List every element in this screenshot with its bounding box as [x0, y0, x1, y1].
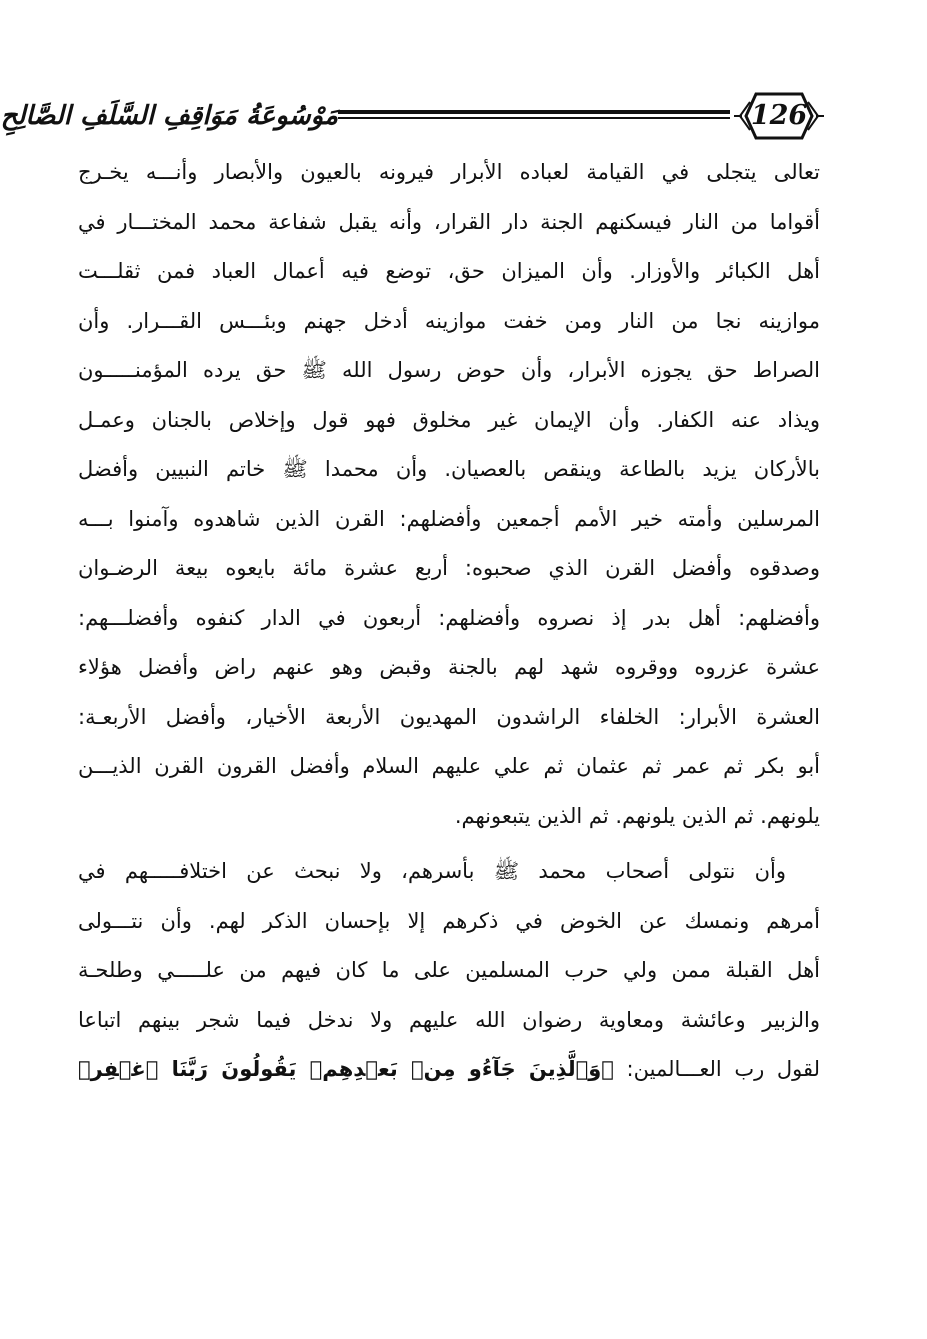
- text-line: والزبير وعائشة ومعاوية رضوان الله عليهم ولا ندخل فيما شجر بينهم اتباعا: [78, 1007, 820, 1032]
- header-rule-thick: [338, 110, 730, 114]
- text-line: بالأركان يزيد بالطاعة وينقص بالعصيان. وأن محمدا ﷺ خاتم النبيين وأفضل: [78, 457, 820, 481]
- text-line: أهل الكبائر والأوزار. وأن الميزان حق، توضع فيه أعمال العباد فمن ثقلـــت: [78, 259, 820, 283]
- text-line: أقواما من النار فيسكنهم الجنة دار القرار، وأنه يقبل شفاعة محمد المختـــار في: [78, 209, 820, 234]
- text-line: أمرهم ونمسك عن الخوض في ذكرهم إلا بإحسان الذكر لهم. وأن نتـــولى: [78, 908, 820, 933]
- page-number: 126: [750, 100, 808, 131]
- text-line: العشرة الأبرار: الخلفاء الراشدون المهديون الأربعة الأخيار، وأفضل الأربعـة:: [78, 704, 820, 729]
- page-number-badge: [734, 88, 824, 144]
- quran-verse: ﴿وَٱلَّذِينَ جَآءُو مِنۢ بَعۡدِهِمۡ يَقُولُونَ رَبَّنَا ٱغۡفِرۡ: [78, 1057, 614, 1081]
- text-span: لقول رب العـــالمين:: [613, 1057, 820, 1081]
- book-title: مَوْسُوعَةُ مَوَاقِفِ السَّلَفِ الصَّالِحِ: [0, 101, 338, 131]
- text-line: ويذاد عنه الكفار. وأن الإيمان غير مخلوق فهو قول وإخلاص بالجنان وعمـل: [78, 407, 820, 432]
- text-line: أبو بكر ثم عمر ثم عثمان ثم علي عليهم السلام وأفضل القرون القرن الذيـــن: [78, 754, 820, 778]
- text-line: الصراط حق يجوزه الأبرار، وأن حوض رسول الله ﷺ حق يرده المؤمنـــــون: [78, 358, 820, 382]
- text-line: وصدقوه وأفضل القرن الذي صحبوه: أربع عشرة مائة بايعوه بيعة الرضـوان: [78, 556, 820, 580]
- text-line-with-quran-verse: [78, 1045, 820, 1095]
- text-line: عشرة عزروه ووقروه شهد لهم بالجنة وقبض وهو عنهم راض وأفضل هؤلاء: [78, 655, 820, 679]
- header-rule-thin: [338, 117, 730, 119]
- page-body: [78, 148, 820, 1095]
- paragraph-1: [78, 148, 820, 841]
- text-line: وأفضلهم: أهل بدر إذ نصروه وأفضلهم: أربعون في الدار كنفوه وأفضلـــهم:: [78, 605, 820, 630]
- text-line: يلونهم. ثم الذين يلونهم. ثم الذين يتبعونهم.: [454, 803, 820, 828]
- text-line: وأن نتولى أصحاب محمد ﷺ بأسرهم، ولا نبحث عن اختلافـــــهم في: [78, 859, 786, 883]
- paragraph-2: [78, 847, 820, 1095]
- text-line: أهل القبلة ممن ولي حرب المسلمين على ما كان فيهم من علـــــي وطلحـة: [78, 958, 820, 982]
- text-line: تعالى يتجلى في القيامة لعباده الأبرار فيرونه بالعيون والأبصار وأنـــه يخـرج: [78, 160, 820, 184]
- text-line: المرسلين وأمته خير الأمم أجمعين وأفضلهم: القرن الذين شاهدوه وآمنوا بـــه: [78, 506, 820, 531]
- text-line: موازينه نجا من النار ومن خفت موازينه أدخل جهنم وبئـــس القـــرار. وأن: [78, 308, 820, 333]
- header-double-rule: [338, 110, 730, 120]
